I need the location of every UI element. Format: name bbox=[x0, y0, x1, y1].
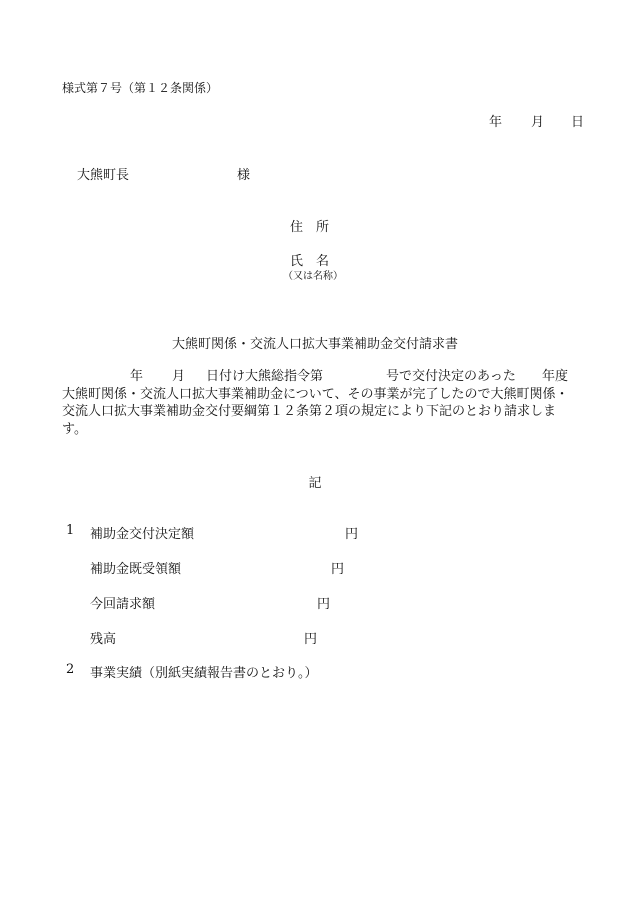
addressee-honorific: 様 bbox=[237, 168, 251, 183]
item-label-current-request: 今回請求額 bbox=[90, 597, 156, 612]
body-line-4: す。 bbox=[62, 421, 87, 437]
item-number-1: 1 bbox=[66, 523, 75, 538]
body-line-3: 交流人口拡大事業補助金交付要綱第１２条第２項の規定により下記のとおり請求しま bbox=[62, 404, 557, 419]
form-number: 様式第７号（第１２条関係） bbox=[62, 81, 219, 95]
item-unit-already-received: 円 bbox=[331, 562, 345, 577]
item-number-2: 2 bbox=[66, 662, 75, 677]
body-paragraph bbox=[62, 368, 582, 438]
item-label-balance: 残高 bbox=[90, 632, 117, 647]
item-unit-balance: 円 bbox=[304, 632, 318, 647]
ki-label: 記 bbox=[308, 476, 322, 491]
item-unit-grant-decision: 円 bbox=[345, 527, 359, 542]
document-title: 大熊町関係・交流人口拡大事業補助金交付請求書 bbox=[171, 337, 458, 352]
item-label-grant-decision: 補助金交付決定額 bbox=[90, 527, 195, 542]
body-year: 年 bbox=[130, 369, 144, 384]
addressee-title: 大熊町長 bbox=[77, 168, 130, 183]
body-month: 月 bbox=[172, 369, 186, 384]
body-fiscal-year: 年度 bbox=[542, 369, 569, 384]
body-line-1 bbox=[62, 368, 582, 386]
body-number-ref: 号で交付決定のあった bbox=[386, 369, 516, 384]
address-label: 住 所 bbox=[290, 220, 330, 235]
name-label: 氏 名 bbox=[290, 254, 330, 269]
body-date-ref: 日付け大熊総指令第 bbox=[206, 369, 324, 384]
item-label-already-received: 補助金既受領額 bbox=[90, 562, 182, 577]
date-day: 日 bbox=[571, 115, 585, 130]
date-year: 年 bbox=[489, 115, 503, 130]
item-label-business-results: 事業実績（別紙実績報告書のとおり。） bbox=[90, 666, 318, 681]
item-unit-current-request: 円 bbox=[317, 597, 331, 612]
date-month: 月 bbox=[531, 115, 545, 130]
name-note: （又は名称） bbox=[283, 271, 343, 282]
body-line-2: 大熊町関係・交流人口拡大事業補助金について、その事業が完了したので大熊町関係・ bbox=[62, 386, 569, 402]
